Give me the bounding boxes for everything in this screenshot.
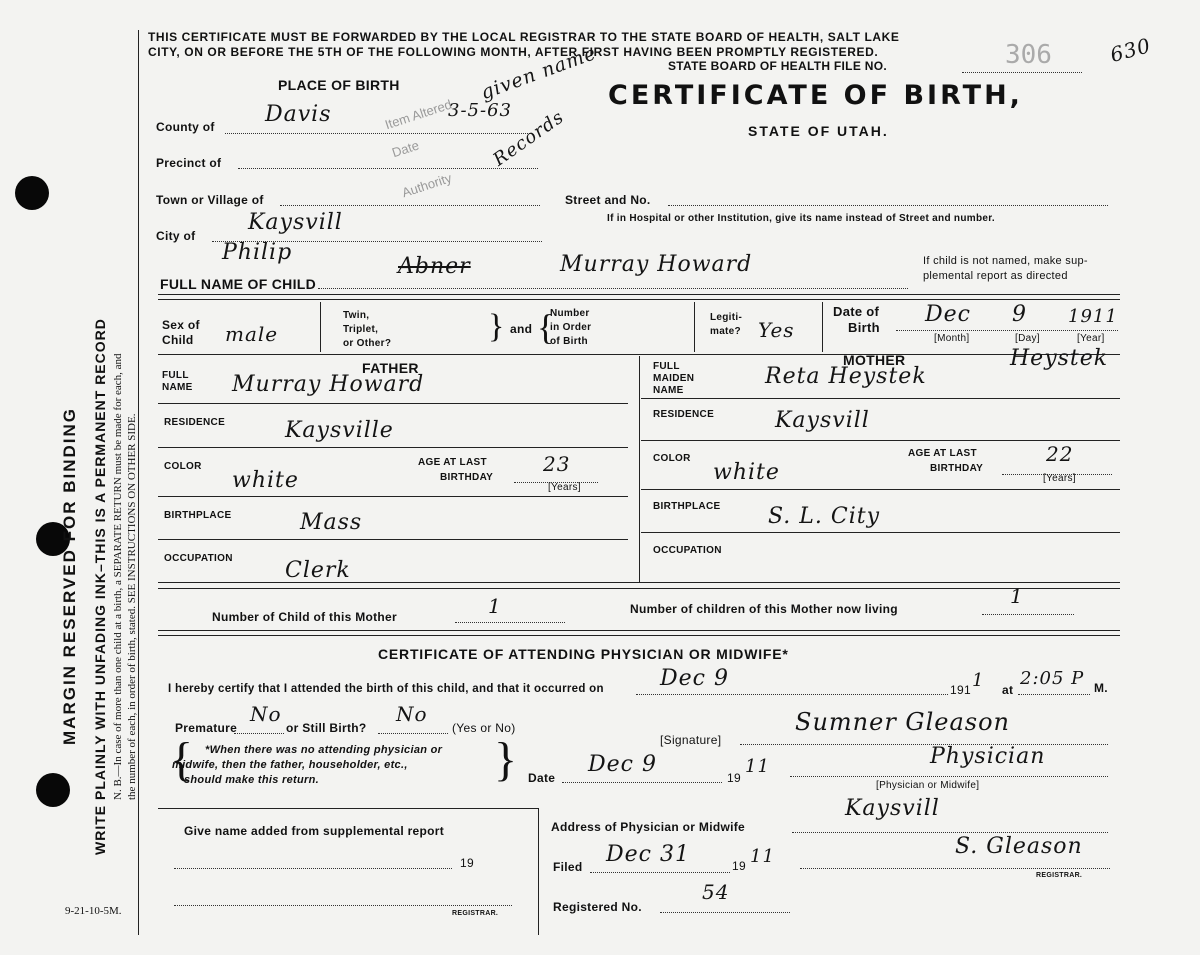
child-name-line bbox=[318, 288, 908, 289]
date-year-value: 11 bbox=[745, 756, 770, 777]
rule-above-sex-2 bbox=[158, 299, 1120, 300]
instruction-line-1: THIS CERTIFICATE MUST BE FORWARDED BY THE LOCAL REGISTRAR TO THE STATE BOARD OF HEALTH, SALT LAKE bbox=[148, 30, 900, 44]
margin-note-2: the number of each, in order of birth, stated. SEE INSTRUCTIONS ON OTHER SIDE. bbox=[126, 413, 138, 800]
town-label: Town or Village of bbox=[156, 193, 264, 207]
address-line bbox=[792, 832, 1108, 833]
order-label-3: of Birth bbox=[550, 336, 588, 347]
certify-at-label: at bbox=[1002, 683, 1014, 697]
twin-label-3: or Other? bbox=[343, 338, 392, 349]
dob-divider bbox=[822, 302, 823, 352]
dob-line bbox=[896, 330, 1118, 331]
binding-hole-top bbox=[15, 176, 49, 210]
date-label: Date bbox=[528, 771, 556, 785]
stillbirth-line bbox=[378, 733, 448, 734]
mother-name-value: Reta Heystek bbox=[765, 364, 927, 389]
note-brace-right: } bbox=[494, 733, 518, 786]
father-residence-label: RESIDENCE bbox=[164, 417, 226, 428]
rule-above-parents bbox=[158, 354, 1120, 355]
file-no-value: 306 bbox=[1005, 40, 1052, 70]
precinct-line bbox=[238, 168, 538, 169]
note-line-2: midwife, then the father, householder, etc., bbox=[172, 759, 408, 771]
legit-value: Yes bbox=[758, 318, 795, 342]
mother-birthplace-rule bbox=[641, 532, 1120, 533]
dob-year: 1911 bbox=[1068, 306, 1118, 327]
stamp-authority-value: Records bbox=[489, 106, 569, 171]
mother-name-rule bbox=[641, 398, 1120, 399]
file-no-line bbox=[962, 72, 1082, 73]
mother-name-label-2: MAIDEN bbox=[653, 373, 695, 384]
certify-text: I hereby certify that I attended the birth of this child, and that it occurred on bbox=[168, 683, 604, 695]
dob-label-2: Birth bbox=[848, 320, 880, 335]
mother-years-label: [Years] bbox=[1043, 473, 1076, 484]
mother-name-label-1: FULL bbox=[653, 361, 680, 372]
dob-month: Dec bbox=[925, 302, 971, 327]
margin-ink-text: WRITE PLAINLY WITH UNFADING INK–THIS IS A PERMANENT RECORD bbox=[92, 318, 108, 855]
date-year-prefix: 19 bbox=[727, 771, 741, 785]
place-of-birth-heading: PLACE OF BIRTH bbox=[278, 77, 400, 93]
physician-title-label: [Physician or Midwife] bbox=[876, 780, 980, 791]
certificate-subtitle: STATE OF UTAH. bbox=[748, 123, 889, 139]
supplemental-label: Give name added from supplemental report bbox=[184, 824, 445, 838]
supplemental-top-rule bbox=[158, 808, 538, 809]
father-residence-value: Kaysville bbox=[285, 418, 394, 443]
mother-color-label: COLOR bbox=[653, 453, 691, 464]
supplemental-right-rule bbox=[538, 808, 539, 935]
certify-time-value: 2:05 P bbox=[1020, 668, 1085, 689]
mother-color-value: white bbox=[713, 460, 780, 485]
mother-birthplace-value: S. L. City bbox=[768, 504, 881, 529]
mother-heading: MOTHER bbox=[843, 352, 906, 368]
note-brace-left: { bbox=[170, 733, 194, 786]
city-label: City of bbox=[156, 229, 196, 243]
father-age-value: 23 bbox=[543, 452, 571, 476]
sex-label-1: Sex of bbox=[162, 318, 200, 332]
father-name-rule bbox=[158, 403, 628, 404]
and-label: and bbox=[510, 322, 533, 336]
mother-color-rule bbox=[641, 489, 1120, 490]
certify-year-value: 1 bbox=[972, 670, 985, 691]
unnamed-note-1: If child is not named, make sup- bbox=[923, 255, 1088, 267]
child-number-value: 1 bbox=[488, 594, 502, 618]
certify-m-label: M. bbox=[1094, 681, 1108, 695]
filed-line bbox=[590, 872, 730, 873]
instruction-line-2: CITY, ON OR BEFORE THE 5TH OF THE FOLLOWING MONTH, AFTER FIRST HAVING BEEN PROMPTLY REGISTERED. bbox=[148, 45, 879, 59]
premature-label: Premature bbox=[175, 721, 238, 735]
filed-year-value: 11 bbox=[750, 846, 775, 867]
filed-value: Dec 31 bbox=[606, 842, 690, 867]
father-name-label-1: FULL bbox=[162, 370, 189, 381]
rule-above-physician bbox=[158, 630, 1120, 631]
mother-age-value: 22 bbox=[1046, 442, 1074, 466]
stamp-date-value: 3-5-63 bbox=[448, 100, 512, 121]
sex-divider bbox=[320, 302, 321, 352]
child-first-name: Philip bbox=[222, 240, 293, 265]
legit-divider bbox=[694, 302, 695, 352]
stamp-authority-label: Authority bbox=[400, 170, 454, 201]
county-value: Davis bbox=[265, 102, 332, 127]
father-color-label: COLOR bbox=[164, 461, 202, 472]
mother-age-label-2: BIRTHDAY bbox=[930, 463, 984, 474]
stamp-item-altered: Item Altered bbox=[383, 96, 454, 133]
certify-date-value: Dec 9 bbox=[660, 666, 729, 691]
county-line bbox=[225, 133, 530, 134]
father-birthplace-rule bbox=[158, 539, 628, 540]
filed-year-prefix: 19 bbox=[732, 859, 746, 873]
parents-divider bbox=[639, 356, 640, 582]
mother-age-label-1: AGE AT LAST bbox=[908, 448, 977, 459]
twin-label-2: Triplet, bbox=[343, 324, 379, 335]
dob-day: 9 bbox=[1012, 302, 1027, 327]
child-name-label: FULL NAME OF CHILD bbox=[160, 276, 317, 292]
stamp-date-label: Date bbox=[390, 137, 421, 161]
margin-note-1: N. B.—In case of more than one child at a birth, a SEPARATE RETURN must be made for each, and bbox=[112, 353, 124, 800]
father-occupation-label: OCCUPATION bbox=[164, 553, 233, 564]
yesno-label: (Yes or No) bbox=[452, 721, 516, 735]
twin-label-1: Twin, bbox=[343, 310, 370, 321]
rule-above-physician-2 bbox=[158, 635, 1120, 636]
supplemental-name-line bbox=[174, 868, 452, 869]
sex-label-2: Child bbox=[162, 333, 194, 347]
child-name-struck: Abner bbox=[398, 254, 471, 279]
child-name-rest: Murray Howard bbox=[560, 252, 753, 277]
filed-label: Filed bbox=[553, 860, 583, 874]
mother-name-label-3: NAME bbox=[653, 385, 684, 396]
order-label-2: in Order bbox=[550, 322, 592, 333]
sex-value: male bbox=[225, 322, 279, 346]
supplemental-registrar-label: REGISTRAR. bbox=[452, 910, 499, 917]
registrar-signature: S. Gleason bbox=[955, 834, 1083, 859]
certify-year-prefix: 191 bbox=[950, 683, 971, 697]
dob-day-label: [Day] bbox=[1015, 333, 1040, 344]
street-label: Street and No. bbox=[565, 193, 651, 207]
father-heading: FATHER bbox=[362, 360, 419, 376]
note-line-3: should make this return. bbox=[184, 774, 319, 786]
father-years-label: [Years] bbox=[548, 482, 581, 493]
registrar-line bbox=[800, 868, 1110, 869]
father-birthplace-label: BIRTHPLACE bbox=[164, 510, 232, 521]
registrar-label: REGISTRAR. bbox=[1036, 872, 1083, 879]
file-no-label: STATE BOARD OF HEALTH FILE NO. bbox=[668, 59, 887, 73]
certify-time-line bbox=[1018, 694, 1090, 695]
date-value: Dec 9 bbox=[588, 752, 657, 777]
order-label-1: Number bbox=[550, 308, 590, 319]
father-occupation-value: Clerk bbox=[285, 558, 351, 583]
precinct-label: Precinct of bbox=[156, 156, 222, 170]
binding-hole-bottom bbox=[36, 773, 70, 807]
living-value: 1 bbox=[1010, 584, 1024, 608]
form-code: 9-21-10-5M. bbox=[65, 905, 122, 917]
stillbirth-value: No bbox=[396, 702, 428, 726]
street-line bbox=[668, 205, 1108, 206]
address-value: Kaysvill bbox=[845, 796, 940, 821]
county-label: County of bbox=[156, 120, 215, 134]
hospital-note: If in Hospital or other Institution, give its name instead of Street and number. bbox=[607, 213, 995, 224]
file-no-margin-note: 630 bbox=[1107, 33, 1154, 67]
rule-below-parents bbox=[158, 582, 1120, 583]
mother-birthplace-label: BIRTHPLACE bbox=[653, 501, 721, 512]
city-value: Kaysvill bbox=[248, 210, 343, 235]
note-line-1: *When there was no attending physician or bbox=[205, 744, 443, 756]
father-name-label-2: NAME bbox=[162, 382, 193, 393]
legit-label-2: mate? bbox=[710, 326, 741, 337]
signature-value: Sumner Gleason bbox=[795, 708, 1010, 736]
father-color-rule bbox=[158, 496, 628, 497]
form-left-border bbox=[138, 30, 139, 935]
registered-label: Registered No. bbox=[553, 900, 642, 914]
child-number-label: Number of Child of this Mother bbox=[212, 610, 397, 624]
unnamed-note-2: plemental report as directed bbox=[923, 270, 1068, 282]
registered-line bbox=[660, 912, 790, 913]
stillbirth-label: or Still Birth? bbox=[286, 721, 367, 735]
physician-title-value: Physician bbox=[930, 744, 1046, 769]
father-color-value: white bbox=[232, 468, 299, 493]
supplemental-registrar-line bbox=[174, 905, 512, 906]
dob-year-label: [Year] bbox=[1077, 333, 1105, 344]
living-line bbox=[982, 614, 1074, 615]
date-line bbox=[562, 782, 722, 783]
physician-title-line bbox=[790, 776, 1108, 777]
twin-brace: } bbox=[488, 308, 505, 345]
mother-residence-value: Kaysvill bbox=[775, 408, 870, 433]
signature-label: [Signature] bbox=[660, 733, 722, 747]
father-name-value: Murray Howard bbox=[232, 372, 425, 397]
stamp-item-value: given name bbox=[477, 41, 600, 105]
mother-residence-label: RESIDENCE bbox=[653, 409, 715, 420]
certificate-title: CERTIFICATE OF BIRTH, bbox=[608, 80, 1023, 111]
supplemental-year-prefix: 19 bbox=[460, 856, 474, 870]
registered-value: 54 bbox=[702, 880, 730, 904]
mother-occupation-label: OCCUPATION bbox=[653, 545, 722, 556]
father-birthplace-value: Mass bbox=[300, 510, 363, 535]
child-number-line bbox=[455, 622, 565, 623]
signature-line bbox=[740, 744, 1108, 745]
mother-residence-rule bbox=[641, 440, 1120, 441]
physician-heading: CERTIFICATE OF ATTENDING PHYSICIAN OR MIDWIFE* bbox=[378, 646, 789, 662]
certify-date-line bbox=[636, 694, 948, 695]
dob-month-label: [Month] bbox=[934, 333, 970, 344]
dob-label-1: Date of bbox=[833, 304, 880, 319]
rule-below-parents-2 bbox=[158, 588, 1120, 589]
premature-line bbox=[234, 733, 284, 734]
father-residence-rule bbox=[158, 447, 628, 448]
legit-label-1: Legiti- bbox=[710, 312, 743, 323]
town-line bbox=[280, 205, 540, 206]
father-age-label-2: BIRTHDAY bbox=[440, 472, 494, 483]
address-label: Address of Physician or Midwife bbox=[551, 820, 746, 834]
margin-binding-text: MARGIN RESERVED FOR BINDING bbox=[60, 407, 79, 745]
order-brace: { bbox=[537, 307, 555, 347]
rule-above-sex bbox=[158, 294, 1120, 295]
father-age-label-1: AGE AT LAST bbox=[418, 457, 487, 468]
mother-name-correction: Heystek bbox=[1010, 346, 1109, 371]
living-label: Number of children of this Mother now living bbox=[630, 602, 898, 616]
premature-value: No bbox=[250, 702, 282, 726]
